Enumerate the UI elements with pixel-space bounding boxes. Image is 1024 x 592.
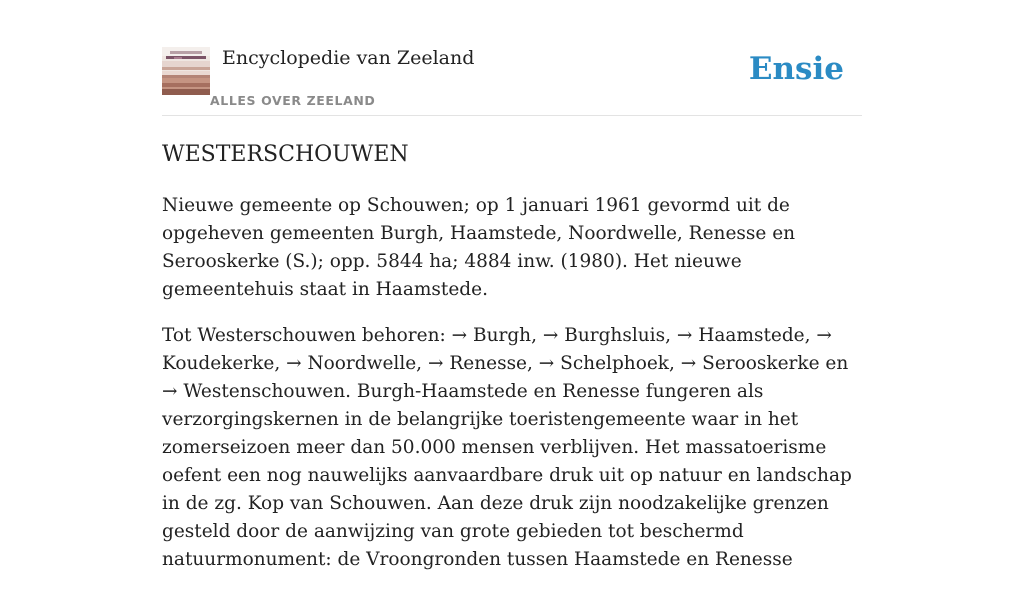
ensie-logo-link[interactable]: Ensie xyxy=(748,51,844,87)
site-subtitle: ALLES OVER ZEELAND xyxy=(210,93,376,108)
site-avatar[interactable] xyxy=(162,47,210,95)
content-container xyxy=(162,0,862,570)
article-body xyxy=(162,192,862,592)
article-paragraph: Tot Westerschouwen behoren: → Burgh, → Burghsluis, → Haamstede, → Koudekerke, → Noordwelle, → Renesse, → Schelphoek, → Serooskerke en → Westenschouwen. Burgh-Haamstede en Renesse fungeren als verzorgingskernen in de belangrijke toeristengemeente waar in het zomerseizoen meer dan 50.000 mensen verblijven. Het massatoerisme oefent een nog nauwelijks aanvaardbare druk uit op natuur en landschap in de zg. Kop van Schouwen. Aan deze druk zijn noodzakelijke grenzen gesteld door de aanwijzing van grote gebieden tot beschermd natuurmonument: de Vroongronden tussen Haamstede en Renesse xyxy=(162,325,852,570)
article-paragraph: Nieuwe gemeente op Schouwen; op 1 januari 1961 gevormd uit de opgeheven gemeenten Burgh, Haamstede, Noordwelle, Renesse en Serooskerke (S.); opp. 5844 ha; 4884 inw. (1980). Het nieuwe gemeentehuis staat in Haamstede. xyxy=(162,195,796,300)
article-title: WESTERSCHOUWEN xyxy=(162,142,409,167)
site-avatar-image xyxy=(162,47,210,95)
site-title[interactable]: Encyclopedie van Zeeland xyxy=(222,47,475,69)
site-header xyxy=(162,0,862,116)
